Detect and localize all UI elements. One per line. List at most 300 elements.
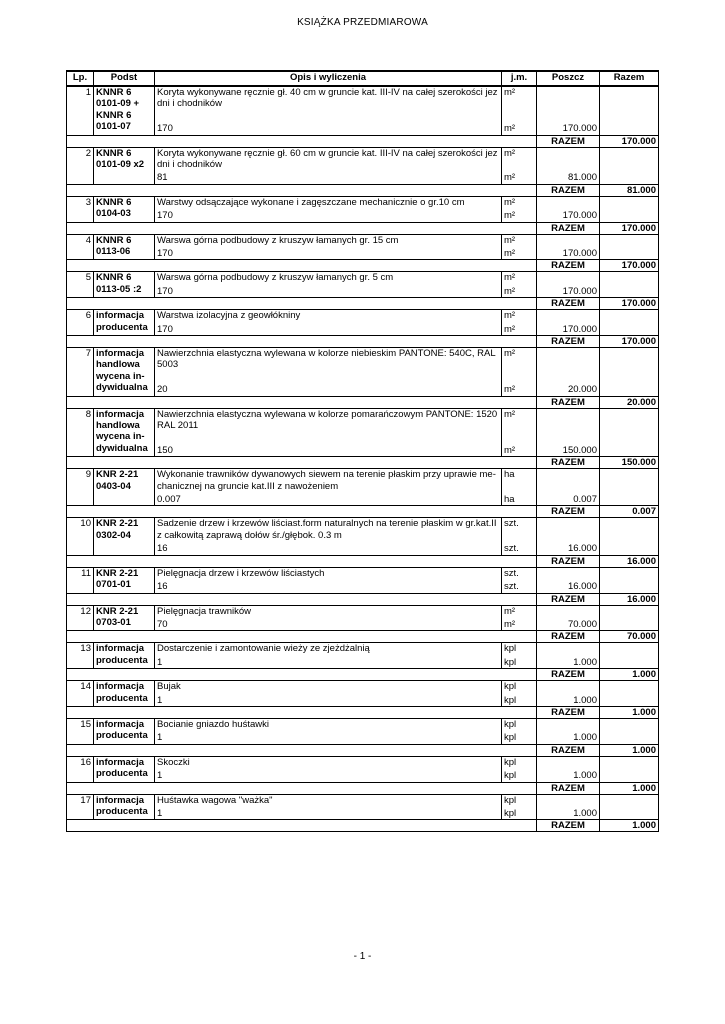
item-description [155, 794, 502, 808]
unit: kpl [502, 681, 537, 695]
item-description [155, 605, 502, 619]
empty-cell [600, 770, 659, 782]
basis-code [94, 567, 155, 593]
item-description-line: Wykonanie trawników dywanowych siewem na terenie płaskim przy uprawie me- [157, 469, 496, 481]
item-description-line: dni i chodników [157, 159, 222, 170]
basis-code-line: informacja [96, 794, 145, 806]
empty-cell [94, 298, 155, 310]
empty-cell [67, 260, 94, 272]
item-description-line: Koryta wykonywane ręcznie gł. 40 cm w gruncie kat. III-IV na całej szerokości jez [157, 87, 498, 98]
partial-quantity: 1.000 [537, 808, 600, 820]
basis-code-line: KNNR 6 [96, 147, 132, 159]
basis-code [94, 518, 155, 555]
empty-cell [67, 593, 94, 605]
total-label: RAZEM [537, 222, 600, 234]
empty-cell [600, 581, 659, 593]
partial-quantity: 1.000 [537, 695, 600, 707]
basis-code [94, 86, 155, 135]
item-description-line: Nawierzchnia elastyczna wylewana w kolorze pomarańczowym PANTONE: 1520 [157, 408, 498, 420]
empty-cell [600, 172, 659, 184]
total-label: RAZEM [537, 260, 600, 272]
unit: m² [502, 272, 537, 286]
empty-cell [67, 184, 94, 196]
quantity-formula: 70 [155, 619, 502, 631]
quantity-formula: 170 [155, 324, 502, 336]
empty-cell [502, 298, 537, 310]
item-description [155, 234, 502, 248]
empty-cell [537, 643, 600, 657]
empty-cell [155, 706, 502, 718]
empty-cell [155, 184, 502, 196]
item-description-line: Warstwy odsączające wykonane i zagęszczane mechanicznie o gr.10 cm [157, 196, 465, 208]
empty-cell [600, 234, 659, 248]
empty-cell [537, 681, 600, 695]
basis-code-line: 0403-04 [96, 480, 131, 492]
total-row [67, 744, 659, 756]
empty-cell [600, 657, 659, 669]
empty-cell [537, 86, 600, 123]
item-description-line: z całkowitą zaprawą dołów śr./głębok. 0.3 m [157, 529, 342, 541]
quantity-row [67, 619, 659, 631]
quantity-unit: m² [502, 445, 537, 457]
empty-cell [600, 86, 659, 123]
item-description [155, 310, 502, 324]
empty-cell [155, 457, 502, 469]
basis-code [94, 794, 155, 820]
quantity-unit: m² [502, 619, 537, 631]
table-row [67, 567, 659, 581]
page-title: KSIĄŻKA PRZEDMIAROWA [297, 17, 428, 28]
item-description [155, 272, 502, 286]
row-number: 16 [67, 756, 94, 782]
quantity-formula: 81 [155, 172, 502, 184]
basis-code [94, 408, 155, 457]
row-number: 15 [67, 718, 94, 744]
quantity-formula: 16 [155, 581, 502, 593]
quantity-row [67, 657, 659, 669]
basis-code-line: producenta [96, 692, 148, 704]
empty-cell [537, 794, 600, 808]
table-row [67, 469, 659, 494]
item-description-line: RAL 2011 [157, 420, 199, 432]
item-description-line: Warswa górna podbudowy z kruszyw łamanych gr. 15 cm [157, 234, 399, 246]
empty-cell [94, 506, 155, 518]
total-row [67, 457, 659, 469]
quantity-unit: kpl [502, 657, 537, 669]
item-description [155, 86, 502, 123]
unit: ha [502, 469, 537, 494]
item-description-line: Bujak [157, 681, 181, 693]
empty-cell [67, 820, 94, 832]
empty-cell [502, 184, 537, 196]
quantity-formula: 16 [155, 543, 502, 555]
item-description [155, 408, 502, 445]
item-description [155, 196, 502, 210]
basis-code-line: 0701-01 [96, 579, 131, 591]
basis-code-line: dywidualna [96, 442, 148, 454]
col-header-razem: Razem [600, 71, 659, 86]
total-row [67, 298, 659, 310]
empty-cell [502, 706, 537, 718]
empty-cell [537, 272, 600, 286]
table-row [67, 681, 659, 695]
empty-cell [155, 506, 502, 518]
empty-cell [600, 494, 659, 506]
row-number: 17 [67, 794, 94, 820]
partial-quantity: 20.000 [537, 384, 600, 396]
empty-cell [600, 196, 659, 210]
item-description-line: Warswa górna podbudowy z kruszyw łamanych gr. 5 cm [157, 272, 394, 284]
basis-code-line: 0302-04 [96, 529, 131, 541]
item-description-line: 5003 [157, 359, 179, 371]
empty-cell [600, 384, 659, 396]
empty-cell [600, 210, 659, 222]
empty-cell [67, 631, 94, 643]
empty-cell [600, 808, 659, 820]
empty-cell [537, 196, 600, 210]
basis-code-line: KNR 2-21 [96, 518, 139, 530]
total-value: 20.000 [600, 396, 659, 408]
empty-cell [600, 619, 659, 631]
empty-cell [67, 298, 94, 310]
item-description-line: Warstwa izolacyjna z geowłókniny [157, 310, 301, 322]
empty-cell [67, 706, 94, 718]
quantity-unit: m² [502, 286, 537, 298]
empty-cell [537, 348, 600, 385]
basis-code [94, 272, 155, 298]
partial-quantity: 1.000 [537, 770, 600, 782]
empty-cell [600, 348, 659, 385]
total-row [67, 135, 659, 147]
basis-code [94, 310, 155, 336]
quantity-unit: m² [502, 384, 537, 396]
quantity-unit: ha [502, 494, 537, 506]
basis-code-line: 0104-03 [96, 208, 131, 220]
total-row [67, 260, 659, 272]
empty-cell [67, 506, 94, 518]
empty-cell [67, 744, 94, 756]
empty-cell [155, 222, 502, 234]
empty-cell [502, 135, 537, 147]
empty-cell [94, 593, 155, 605]
basis-code-line: 0101-07 [96, 121, 131, 133]
empty-cell [67, 555, 94, 567]
quantity-formula: 1 [155, 808, 502, 820]
total-label: RAZEM [537, 744, 600, 756]
quantity-formula: 0.007 [155, 494, 502, 506]
empty-cell [600, 643, 659, 657]
quantity-unit: szt. [502, 543, 537, 555]
empty-cell [155, 631, 502, 643]
quantity-row [67, 286, 659, 298]
quantity-unit: kpl [502, 695, 537, 707]
row-number: 5 [67, 272, 94, 298]
quantity-row [67, 248, 659, 260]
total-row [67, 555, 659, 567]
basis-code-line: KNNR 6 [96, 87, 132, 98]
quantity-unit: m² [502, 248, 537, 260]
table-row [67, 196, 659, 210]
basis-code [94, 756, 155, 782]
total-row [67, 820, 659, 832]
basis-code-line: KNNR 6 [96, 109, 132, 121]
table-row [67, 643, 659, 657]
empty-cell [155, 669, 502, 681]
empty-cell [67, 396, 94, 408]
total-row [67, 396, 659, 408]
row-number: 8 [67, 408, 94, 457]
empty-cell [537, 469, 600, 494]
total-value: 81.000 [600, 184, 659, 196]
empty-cell [155, 555, 502, 567]
basis-code-line: handlowa [96, 359, 140, 371]
quantity-row [67, 172, 659, 184]
total-row [67, 506, 659, 518]
empty-cell [94, 669, 155, 681]
empty-cell [600, 567, 659, 581]
basis-code-line: 0703-01 [96, 616, 131, 628]
total-row [67, 593, 659, 605]
empty-cell [600, 123, 659, 135]
unit: m² [502, 605, 537, 619]
unit: kpl [502, 718, 537, 732]
partial-quantity: 0.007 [537, 494, 600, 506]
total-label: RAZEM [537, 631, 600, 643]
quantity-row [67, 808, 659, 820]
item-description-line: Pielęgnacja trawników [157, 605, 251, 617]
item-description [155, 147, 502, 172]
basis-code-line: informacja [96, 718, 145, 730]
total-value: 170.000 [600, 260, 659, 272]
empty-cell [600, 272, 659, 286]
empty-cell [155, 135, 502, 147]
partial-quantity: 70.000 [537, 619, 600, 631]
empty-cell [600, 518, 659, 543]
table-row [67, 605, 659, 619]
basis-code-line: informacja [96, 643, 145, 655]
basis-code-line: informacja [96, 756, 145, 768]
item-description-line: chanicznej na gruncie kat.III z nawożeniem [157, 480, 339, 492]
item-description-line: Skoczki [157, 756, 190, 768]
table-row [67, 272, 659, 286]
empty-cell [155, 820, 502, 832]
basis-code-line: informacja [96, 310, 145, 322]
empty-cell [537, 567, 600, 581]
empty-cell [155, 593, 502, 605]
empty-cell [600, 718, 659, 732]
quantity-formula: 170 [155, 123, 502, 135]
total-value: 1.000 [600, 820, 659, 832]
total-value: 16.000 [600, 555, 659, 567]
total-label: RAZEM [537, 457, 600, 469]
empty-cell [94, 706, 155, 718]
row-number: 3 [67, 196, 94, 222]
empty-cell [600, 147, 659, 172]
empty-cell [67, 135, 94, 147]
item-description [155, 518, 502, 543]
basis-code-line: producenta [96, 768, 148, 780]
total-value: 16.000 [600, 593, 659, 605]
quantity-row [67, 445, 659, 457]
empty-cell [502, 260, 537, 272]
total-label: RAZEM [537, 506, 600, 518]
item-description [155, 756, 502, 770]
col-header-poszcz: Poszcz [537, 71, 600, 86]
empty-cell [67, 336, 94, 348]
empty-cell [94, 222, 155, 234]
partial-quantity: 170.000 [537, 248, 600, 260]
table-row [67, 310, 659, 324]
quantity-unit: kpl [502, 770, 537, 782]
empty-cell [537, 310, 600, 324]
basis-code-line: 0101-09 + [96, 98, 140, 110]
empty-cell [94, 744, 155, 756]
total-value: 170.000 [600, 298, 659, 310]
quantity-unit: kpl [502, 732, 537, 744]
empty-cell [155, 260, 502, 272]
table-body [67, 86, 659, 832]
basis-code [94, 147, 155, 184]
empty-cell [502, 222, 537, 234]
table-row [67, 86, 659, 123]
item-description [155, 681, 502, 695]
total-value: 170.000 [600, 336, 659, 348]
empty-cell [94, 820, 155, 832]
quantity-unit: m² [502, 123, 537, 135]
basis-code [94, 469, 155, 506]
partial-quantity: 1.000 [537, 732, 600, 744]
quantity-formula: 1 [155, 770, 502, 782]
basis-code-line: KNNR 6 [96, 196, 132, 208]
total-value: 170.000 [600, 135, 659, 147]
empty-cell [94, 336, 155, 348]
empty-cell [502, 506, 537, 518]
total-label: RAZEM [537, 782, 600, 794]
quantity-row [67, 384, 659, 396]
item-description-line: Nawierzchnia elastyczna wylewana w kolorze niebieskim PANTONE: 540C, RAL [157, 348, 496, 360]
total-row [67, 706, 659, 718]
quantity-unit: m² [502, 324, 537, 336]
empty-cell [600, 794, 659, 808]
item-description [155, 718, 502, 732]
total-label: RAZEM [537, 396, 600, 408]
col-header-podst: Podst [94, 71, 155, 86]
basis-code-line: KNNR 6 [96, 272, 132, 284]
basis-code-line: 0101-09 x2 [96, 159, 145, 170]
total-label: RAZEM [537, 820, 600, 832]
basis-code-line: producenta [96, 805, 148, 817]
quantity-formula: 1 [155, 657, 502, 669]
total-row [67, 222, 659, 234]
basis-code-line: informacja [96, 348, 145, 360]
row-number: 13 [67, 643, 94, 669]
total-label: RAZEM [537, 135, 600, 147]
table-row [67, 147, 659, 172]
quantity-formula: 1 [155, 732, 502, 744]
col-header-jm: j.m. [502, 71, 537, 86]
table-row [67, 234, 659, 248]
item-description [155, 567, 502, 581]
quantity-row [67, 494, 659, 506]
basis-code-line: KNNR 6 [96, 234, 132, 246]
empty-cell [94, 396, 155, 408]
empty-cell [155, 298, 502, 310]
item-description [155, 469, 502, 494]
basis-code [94, 681, 155, 707]
quantity-row [67, 770, 659, 782]
row-number: 2 [67, 147, 94, 184]
unit: m² [502, 348, 537, 385]
item-description-line: Dostarczenie i zamontowanie wieży ze zjeżdżalnią [157, 643, 370, 655]
item-description-line: Sadzenie drzew i krzewów liściast.form naturalnych na terenie płaskim w gr.kat.II [157, 518, 497, 530]
quantity-formula: 170 [155, 210, 502, 222]
total-value: 150.000 [600, 457, 659, 469]
total-row [67, 669, 659, 681]
table-header-row [67, 71, 659, 86]
empty-cell [600, 324, 659, 336]
basis-code-line: KNR 2-21 [96, 469, 139, 481]
basis-code-line: producenta [96, 730, 148, 742]
partial-quantity: 170.000 [537, 324, 600, 336]
basis-code-line: informacja [96, 681, 145, 693]
col-header-opis: Opis i wyliczenia [155, 71, 502, 86]
unit: kpl [502, 643, 537, 657]
unit: m² [502, 408, 537, 445]
quantity-row [67, 543, 659, 555]
basis-code [94, 718, 155, 744]
empty-cell [94, 457, 155, 469]
empty-cell [537, 605, 600, 619]
basis-code-line: dywidualna [96, 382, 148, 394]
basis-code [94, 643, 155, 669]
empty-cell [600, 732, 659, 744]
partial-quantity: 81.000 [537, 172, 600, 184]
empty-cell [67, 222, 94, 234]
empty-cell [94, 782, 155, 794]
table-row [67, 794, 659, 808]
quantity-row [67, 210, 659, 222]
total-label: RAZEM [537, 184, 600, 196]
unit: kpl [502, 756, 537, 770]
quantity-unit: m² [502, 172, 537, 184]
empty-cell [502, 631, 537, 643]
empty-cell [537, 718, 600, 732]
basis-code-line: 0113-06 [96, 246, 131, 258]
quantity-formula: 1 [155, 695, 502, 707]
total-label: RAZEM [537, 555, 600, 567]
empty-cell [502, 744, 537, 756]
table-row [67, 756, 659, 770]
empty-cell [600, 408, 659, 445]
empty-cell [67, 457, 94, 469]
table-row [67, 348, 659, 385]
basis-code-line: wycena in- [96, 370, 145, 382]
table-row [67, 718, 659, 732]
quantity-row [67, 123, 659, 135]
basis-code-line: informacja [96, 408, 145, 420]
empty-cell [67, 669, 94, 681]
basis-code [94, 348, 155, 397]
item-description-line: dni i chodników [157, 98, 222, 110]
empty-cell [600, 756, 659, 770]
col-header-lp: Lp. [67, 71, 94, 86]
quantity-formula: 20 [155, 384, 502, 396]
quantity-row [67, 695, 659, 707]
partial-quantity: 170.000 [537, 123, 600, 135]
total-value: 170.000 [600, 222, 659, 234]
item-description [155, 643, 502, 657]
row-number: 12 [67, 605, 94, 631]
